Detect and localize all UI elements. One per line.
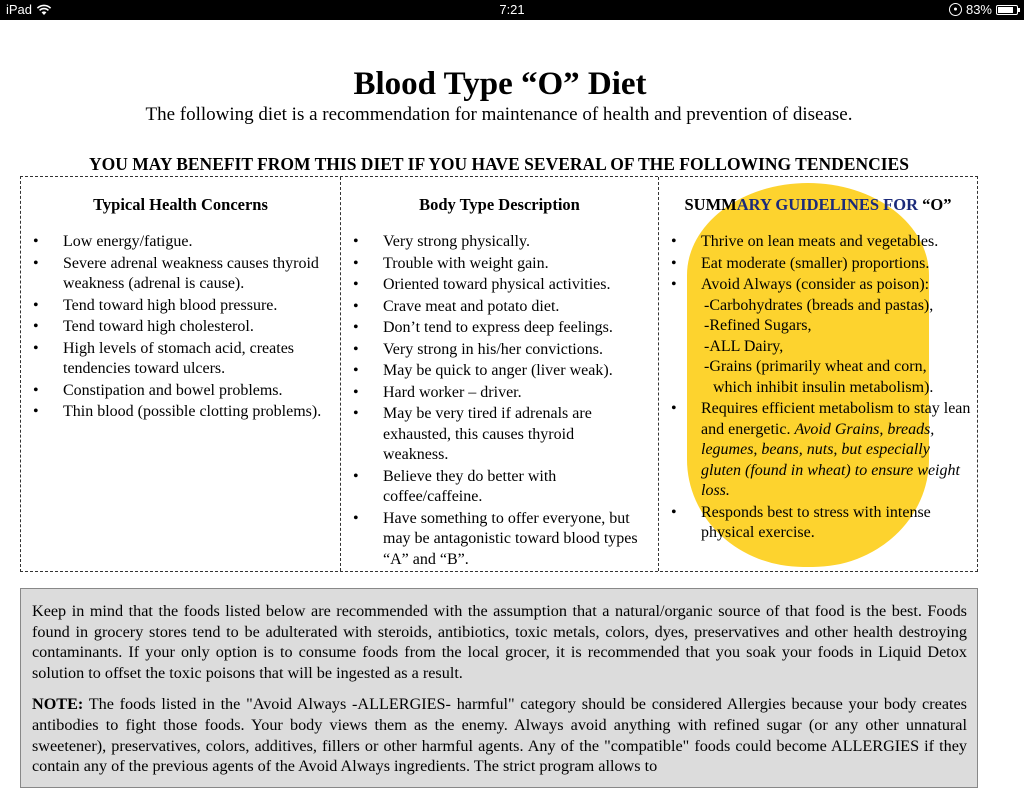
status-bar (0, 0, 1024, 20)
status-time: 7:21 (499, 2, 525, 17)
battery-icon (996, 5, 1018, 15)
list-item: • Tend toward high cholesterol. (63, 317, 323, 338)
sub-item: -Refined Sugars, (704, 317, 812, 334)
note-text: The foods listed in the "Avoid Always -ALLERGIES- harmful" category should be considered Allergies because your body creates antibodies to fight those foods. Your body views them as the enemy. Always avoid anything with refined sugar (or any other unnatural sweetener), preservatives, colors, additives, fillers or other harmful agents. Any of the "compatible" foods could become ALLERGIES if they contain any of the previous agents of the Avoid Always ingredients. The strict program allows to (32, 695, 967, 776)
column-heading (659, 195, 977, 215)
list-item: • Very strong physically. (383, 232, 638, 253)
list-item: • May be quick to anger (liver weak). (383, 361, 638, 382)
list-item: • Severe adrenal weakness causes thyroid weakness (adrenal is cause). (63, 254, 323, 295)
tendencies-heading: YOU MAY BENEFIT FROM THIS DIET IF YOU HAVE SEVERAL OF THE FOLLOWING TENDENCIES (89, 154, 909, 174)
list-item-italic: Avoid Grains, breads, legumes, beans, nuts, but especially gluten (found in wheat) to ensure weight loss. (701, 420, 960, 499)
summary-guidelines-list (659, 232, 971, 545)
list-item: • Trouble with weight gain. (383, 254, 638, 275)
heading-part: ARY GUIDELINES FOR (736, 195, 919, 214)
list-item-text: • Avoid Always (consider as poison): (701, 276, 930, 293)
list-item: • Hard worker – driver. (383, 383, 638, 404)
body-type-list (341, 232, 638, 571)
list-item (701, 275, 971, 398)
sub-item: which inhibit insulin metabolism). (713, 378, 934, 396)
heading-part: SUMM (684, 195, 737, 214)
list-item: • Tend toward high blood pressure. (63, 296, 323, 317)
note-paragraph (32, 694, 967, 776)
device-name: iPad (6, 2, 33, 17)
document-subtitle: The following diet is a recommendation for maintenance of health and prevention of disease. (145, 104, 853, 125)
list-item: • Very strong in his/her convictions. (383, 340, 638, 361)
list-item: • Oriented toward physical activities. (383, 275, 638, 296)
list-item: • High levels of stomach acid, creates tendencies toward ulcers. (63, 339, 323, 380)
health-concerns-list (21, 232, 323, 424)
list-item: • Low energy/fatigue. (63, 232, 323, 253)
list-item: • Believe they do better with coffee/caffeine. (383, 467, 638, 508)
status-right (949, 2, 1018, 17)
document-page[interactable] (0, 20, 1024, 776)
document-title: Blood Type “O” Diet (353, 66, 647, 102)
battery-level (998, 7, 1013, 13)
body-type-column (341, 177, 659, 571)
summary-guidelines-column (659, 177, 977, 571)
list-item: • Have something to offer everyone, but may be antagonistic toward blood types “A” and “B”. (383, 509, 638, 571)
column-heading: Typical Health Concerns (93, 195, 268, 214)
list-item: • Responds best to stress with intense physical exercise. (701, 503, 971, 544)
battery-percent: 83% (965, 2, 992, 17)
health-concerns-column (21, 177, 341, 571)
list-item: • Thrive on lean meats and vegetables. (701, 232, 971, 253)
list-item: • Eat moderate (smaller) proportions. (701, 254, 971, 275)
tendencies-table (20, 176, 978, 572)
sub-item: -Grains (primarily wheat and corn, (704, 358, 927, 375)
rotation-lock-icon: ● (949, 3, 962, 16)
note-paragraph: Keep in mind that the foods listed below are recommended with the assumption that a natural/organic source of that food is the best. Foods found in grocery stores tend to be adulterated with steroids, antibiotics, toxic metals, colors, dyes, preservatives and other health destroying contaminants. If your only option is to consume foods from the local grocer, it is recommended that you soak your foods in Liquid Detox solution to offset the toxic poisons that will be ingested as a result. (32, 602, 967, 682)
list-item: • Crave meat and potato diet. (383, 297, 638, 318)
list-item: • Thin blood (possible clotting problems). (63, 402, 323, 423)
note-label: NOTE: (32, 695, 84, 714)
list-item: • May be very tired if adrenals are exhausted, this causes thyroid weakness. (383, 404, 638, 466)
list-item: • Don’t tend to express deep feelings. (383, 318, 638, 339)
sub-item: -Carbohydrates (breads and pastas), (704, 296, 934, 314)
list-item-text: Requires efficient metabolism to stay lean and energetic. (701, 400, 971, 438)
sub-item: -ALL Dairy, (704, 337, 784, 355)
column-heading: Body Type Description (419, 195, 580, 214)
heading-part: “O” (918, 195, 952, 214)
list-item: • Constipation and bowel problems. (63, 381, 323, 402)
note-box (20, 588, 978, 788)
list-item (701, 399, 971, 502)
